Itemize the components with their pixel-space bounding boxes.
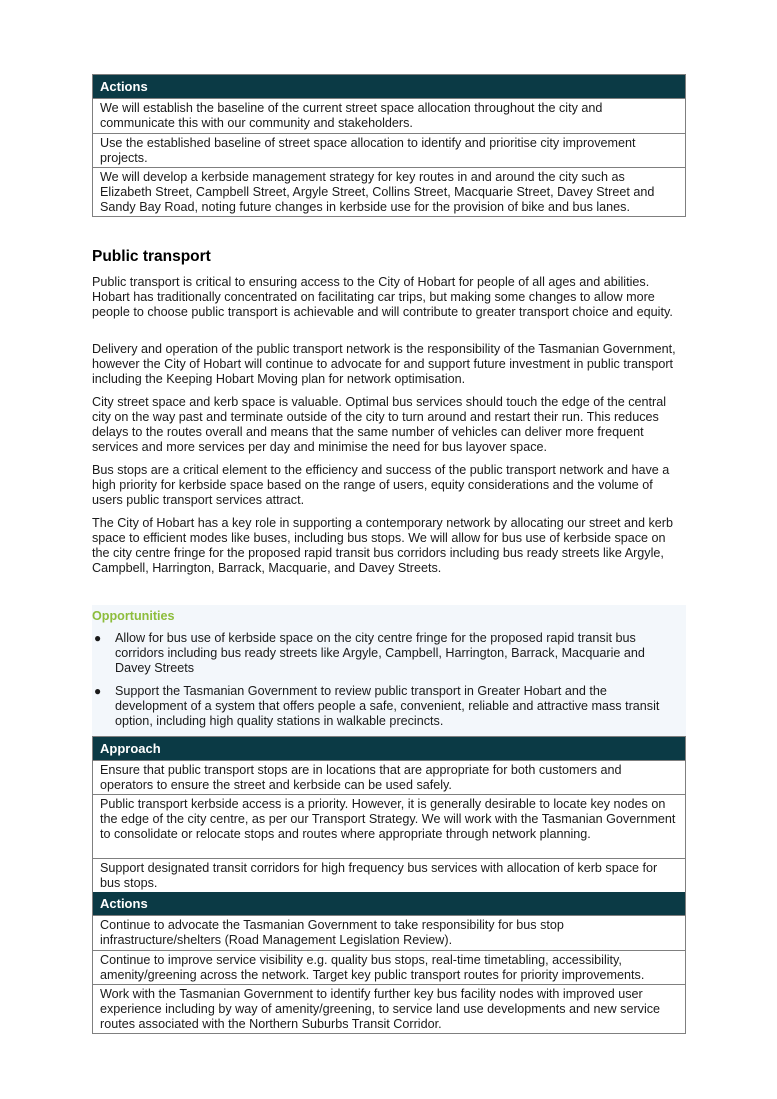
actions-table-top bbox=[92, 74, 686, 217]
list-item-text: Support the Tasmanian Government to review public transport in Greater Hobart and the development of a system that offers people a safe, convenient, reliable and attractive mass transit option, including high quality stations in walkable precincts. bbox=[115, 684, 660, 728]
table-row: We will develop a kerbside management strategy for key routes in and around the city such as Elizabeth Street, Campbell Street, Argyle Street, Collins Street, Macquarie Street, Davey Street and Sandy Bay Road, noting future changes in kerbside use for the provision of bike and bus lanes. bbox=[93, 167, 685, 216]
table-row: Ensure that public transport stops are in locations that are appropriate for both customers and operators to ensure the street and kerbside can be used safely. bbox=[93, 760, 685, 794]
table-row: Work with the Tasmanian Government to identify further key bus facility nodes with improved user experience including by way of amenity/greening, to service land use developments and new service routes associated with the Northern Suburbs Transit Corridor. bbox=[93, 984, 685, 1033]
actions-header: Actions bbox=[93, 75, 685, 98]
opportunities-title: Opportunities bbox=[92, 609, 175, 623]
bullet-icon: ● bbox=[94, 684, 102, 698]
table-row: Support designated transit corridors for high frequency bus services with allocation of kerb space for bus stops. bbox=[93, 858, 685, 892]
paragraph: Delivery and operation of the public transport network is the responsibility of the Tasmanian Government, however the City of Hobart will continue to advocate for and support future investment in public transport including the Keeping Hobart Moving plan for network optimisation. bbox=[92, 342, 676, 386]
paragraph: The City of Hobart has a key role in supporting a contemporary network by allocating our street and kerb space to efficient modes like buses, including bus stops. We will allow for bus use of kerbside space on the city centre fringe for the proposed rapid transit bus corridors including bus ready streets like Argyle, Campbell, Harrington, Barrack, Macquarie, and Davey Streets. bbox=[92, 516, 674, 575]
paragraph: Public transport is critical to ensuring access to the City of Hobart for people of all ages and abilities. Hobart has traditionally concentrated on facilitating car trips, but making some changes to allow more people to choose public transport is achievable and will contribute to greater transport choice and equity. bbox=[92, 275, 673, 319]
list-item-text: Allow for bus use of kerbside space on the city centre fringe for the proposed rapid transit bus corridors including bus ready streets like Argyle, Campbell, Harrington, Barrack, Macquarie and Davey Streets bbox=[115, 631, 645, 675]
actions-header: Actions bbox=[93, 892, 685, 915]
list-item bbox=[92, 631, 686, 676]
approach-header: Approach bbox=[93, 737, 685, 760]
paragraph: Bus stops are a critical element to the efficiency and success of the public transport network and have a high priority for kerbside space based on the range of users, equity considerations and the volume of users public transport services attract. bbox=[92, 463, 670, 507]
table-row: Use the established baseline of street space allocation to identify and prioritise city improvement projects. bbox=[93, 133, 685, 167]
table-row: We will establish the baseline of the current street space allocation throughout the city and communicate this with our community and stakeholders. bbox=[93, 98, 685, 133]
table-row: Public transport kerbside access is a priority. However, it is generally desirable to locate key nodes on the edge of the city centre, as per our Transport Strategy. We will work with the Tasmanian Government to consolidate or relocate stops and routes where appropriate through network planning. bbox=[93, 794, 685, 858]
bullet-icon: ● bbox=[94, 631, 102, 645]
paragraph: City street space and kerb space is valuable. Optimal bus services should touch the edge of the central city on the way past and terminate outside of the city to turn around and restart their run. This reduces delays to the routes overall and means that the same number of vehicles can deliver more frequent services and more services per day and minimise the need for bus layover space. bbox=[92, 395, 667, 454]
approach-actions-table bbox=[92, 736, 686, 1034]
list-item bbox=[92, 684, 686, 729]
table-row: Continue to improve service visibility e.g. quality bus stops, real-time timetabling, accessibility, amenity/greening across the network. Target key public transport routes for priority improvements. bbox=[93, 950, 685, 984]
table-row: Continue to advocate the Tasmanian Government to take responsibility for bus stop infrastructure/shelters (Road Management Legislation Review). bbox=[93, 915, 685, 950]
opportunities-box bbox=[92, 605, 686, 736]
section-title: Public transport bbox=[92, 248, 211, 265]
